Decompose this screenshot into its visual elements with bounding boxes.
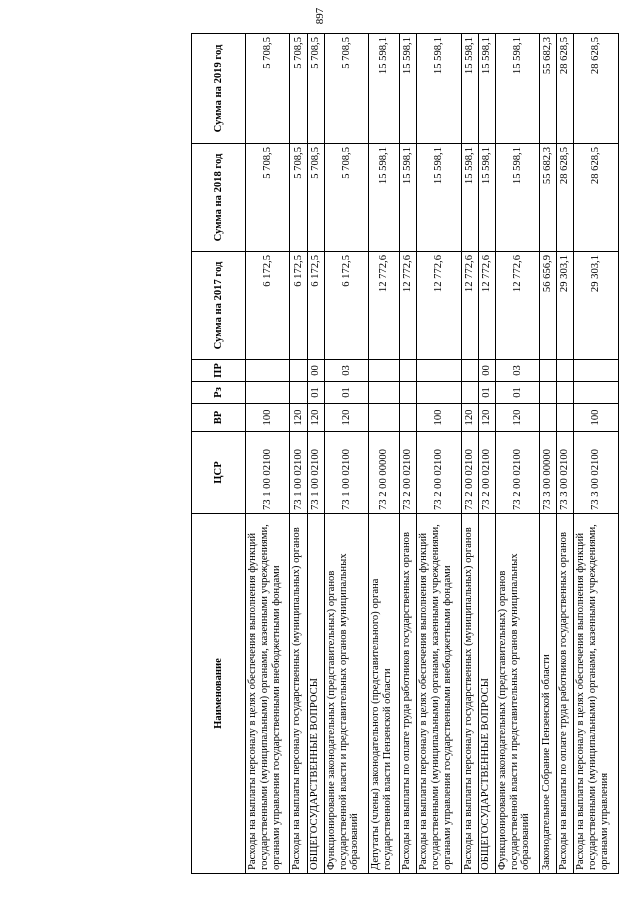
row-sum-2017: 12 772,6 <box>478 252 495 360</box>
row-rz: 01 <box>495 382 539 404</box>
row-vr: 120 <box>495 404 539 432</box>
row-sum-2019: 15 598,1 <box>495 34 539 144</box>
header-name: Наименование <box>192 514 246 874</box>
row-sum-2017: 6 172,5 <box>324 252 368 360</box>
row-name: Расходы на выплаты персоналу в целях обеспечения выполнения функций государственными (муниципальными) органами, казенными учреждениями, органами управления государственными внебюджетными фондами <box>417 514 461 874</box>
row-rz <box>461 382 478 404</box>
row-vr <box>399 404 416 432</box>
row-pr <box>369 360 400 382</box>
header-vr: ВР <box>192 404 246 432</box>
row-vr <box>557 404 574 432</box>
row-vr: 120 <box>324 404 368 432</box>
row-sum-2017: 12 772,6 <box>417 252 461 360</box>
row-rz: 01 <box>324 382 368 404</box>
table-row <box>307 34 324 874</box>
row-pr <box>574 360 619 382</box>
row-sum-2018: 28 628,5 <box>557 144 574 252</box>
row-sum-2019: 15 598,1 <box>478 34 495 144</box>
row-sum-2019: 55 682,3 <box>540 34 557 144</box>
row-csr: 73 3 00 02100 <box>557 432 574 514</box>
row-pr <box>399 360 416 382</box>
row-csr: 73 2 00 02100 <box>399 432 416 514</box>
row-rz <box>246 382 290 404</box>
row-sum-2019: 5 708,5 <box>246 34 290 144</box>
header-rz: Рз <box>192 382 246 404</box>
row-name: Расходы на выплаты по оплате труда работников государственных органов <box>399 514 416 874</box>
row-name: Расходы на выплаты по оплате труда работников государственных органов <box>557 514 574 874</box>
row-sum-2017: 12 772,6 <box>461 252 478 360</box>
row-sum-2018: 5 708,5 <box>324 144 368 252</box>
row-name: Функционирование законодательных (представительных) органов государственной власти и представительных органов муниципальных образований <box>495 514 539 874</box>
row-pr: 03 <box>324 360 368 382</box>
row-vr <box>369 404 400 432</box>
row-rz <box>574 382 619 404</box>
row-sum-2017: 29 303,1 <box>557 252 574 360</box>
row-csr: 73 2 00 02100 <box>417 432 461 514</box>
row-sum-2018: 15 598,1 <box>399 144 416 252</box>
row-sum-2018: 15 598,1 <box>495 144 539 252</box>
row-sum-2018: 28 628,5 <box>574 144 619 252</box>
table-row <box>417 34 461 874</box>
row-sum-2018: 5 708,5 <box>246 144 290 252</box>
row-csr: 73 3 00 02100 <box>574 432 619 514</box>
row-vr: 120 <box>307 404 324 432</box>
row-sum-2019: 28 628,5 <box>574 34 619 144</box>
table-header-row <box>192 34 246 874</box>
table-row <box>246 34 290 874</box>
row-pr: 03 <box>495 360 539 382</box>
row-csr: 73 1 00 02100 <box>324 432 368 514</box>
row-rz <box>540 382 557 404</box>
header-csr: ЦСР <box>192 432 246 514</box>
table-row <box>478 34 495 874</box>
row-vr: 100 <box>246 404 290 432</box>
row-sum-2019: 15 598,1 <box>461 34 478 144</box>
table-row <box>461 34 478 874</box>
row-vr: 100 <box>417 404 461 432</box>
table-row <box>369 34 400 874</box>
row-csr: 73 2 00 02100 <box>495 432 539 514</box>
table-row <box>290 34 307 874</box>
row-sum-2019: 15 598,1 <box>369 34 400 144</box>
table-row <box>574 34 619 874</box>
table-row <box>557 34 574 874</box>
row-rz <box>290 382 307 404</box>
row-sum-2017: 56 656,9 <box>540 252 557 360</box>
budget-table-rotated <box>191 34 619 874</box>
row-sum-2018: 15 598,1 <box>417 144 461 252</box>
row-sum-2017: 29 303,1 <box>574 252 619 360</box>
row-sum-2019: 15 598,1 <box>399 34 416 144</box>
header-2018: Сумма на 2018 год <box>192 144 246 252</box>
row-sum-2017: 12 772,6 <box>495 252 539 360</box>
row-rz <box>369 382 400 404</box>
row-csr: 73 1 00 02100 <box>307 432 324 514</box>
row-name: Расходы на выплаты персоналу в целях обеспечения выполнения функций государственными (муниципальными) органами, казенными учреждениями, органами управления <box>574 514 619 874</box>
row-sum-2019: 5 708,5 <box>290 34 307 144</box>
row-rz: 01 <box>307 382 324 404</box>
row-sum-2018: 5 708,5 <box>307 144 324 252</box>
page-number: 897 <box>314 7 326 25</box>
row-sum-2017: 6 172,5 <box>307 252 324 360</box>
budget-table <box>191 33 619 874</box>
row-rz <box>557 382 574 404</box>
row-sum-2017: 12 772,6 <box>369 252 400 360</box>
row-name: Расходы на выплаты персоналу государственных (муниципальных) органов <box>461 514 478 874</box>
row-csr: 73 2 00 02100 <box>478 432 495 514</box>
header-2017: Сумма на 2017 год <box>192 252 246 360</box>
row-sum-2017: 12 772,6 <box>399 252 416 360</box>
row-rz <box>399 382 416 404</box>
row-vr: 120 <box>290 404 307 432</box>
row-name: Депутаты (члены) законодательного (представительного) органа государственной власти Пензенской области <box>369 514 400 874</box>
row-rz: 01 <box>478 382 495 404</box>
row-pr <box>290 360 307 382</box>
row-vr: 120 <box>478 404 495 432</box>
row-rz <box>417 382 461 404</box>
row-name: Расходы на выплаты персоналу в целях обеспечения выполнения функций государственными (муниципальными) органами, казенными учреждениями, органами управления государственными внебюджетными фондами <box>246 514 290 874</box>
row-name: Законодательное Собрание Пензенской области <box>540 514 557 874</box>
row-name: Функционирование законодательных (представительных) органов государственной власти и представительных органов муниципальных образований <box>324 514 368 874</box>
row-vr: 100 <box>574 404 619 432</box>
table-row <box>495 34 539 874</box>
row-pr <box>557 360 574 382</box>
row-sum-2018: 55 682,3 <box>540 144 557 252</box>
row-csr: 73 1 00 02100 <box>246 432 290 514</box>
row-sum-2017: 6 172,5 <box>290 252 307 360</box>
row-name: Расходы на выплаты персоналу государственных (муниципальных) органов <box>290 514 307 874</box>
row-pr: 00 <box>478 360 495 382</box>
row-csr: 73 3 00 00000 <box>540 432 557 514</box>
row-sum-2018: 5 708,5 <box>290 144 307 252</box>
row-sum-2018: 15 598,1 <box>478 144 495 252</box>
row-name: ОБЩЕГОСУДАРСТВЕННЫЕ ВОПРОСЫ <box>478 514 495 874</box>
header-2019: Сумма на 2019 год <box>192 34 246 144</box>
row-sum-2018: 15 598,1 <box>369 144 400 252</box>
table-row <box>324 34 368 874</box>
row-csr: 73 2 00 02100 <box>461 432 478 514</box>
row-pr <box>246 360 290 382</box>
row-vr: 120 <box>461 404 478 432</box>
row-pr <box>417 360 461 382</box>
row-sum-2019: 5 708,5 <box>324 34 368 144</box>
row-name: ОБЩЕГОСУДАРСТВЕННЫЕ ВОПРОСЫ <box>307 514 324 874</box>
table-row <box>540 34 557 874</box>
row-vr <box>540 404 557 432</box>
table-body <box>246 34 619 874</box>
row-pr <box>540 360 557 382</box>
row-csr: 73 1 00 02100 <box>290 432 307 514</box>
header-pr: ПР <box>192 360 246 382</box>
row-sum-2019: 15 598,1 <box>417 34 461 144</box>
table-row <box>399 34 416 874</box>
row-sum-2018: 15 598,1 <box>461 144 478 252</box>
row-pr: 00 <box>307 360 324 382</box>
row-pr <box>461 360 478 382</box>
row-csr: 73 2 00 00000 <box>369 432 400 514</box>
row-sum-2019: 5 708,5 <box>307 34 324 144</box>
row-sum-2017: 6 172,5 <box>246 252 290 360</box>
row-sum-2019: 28 628,5 <box>557 34 574 144</box>
